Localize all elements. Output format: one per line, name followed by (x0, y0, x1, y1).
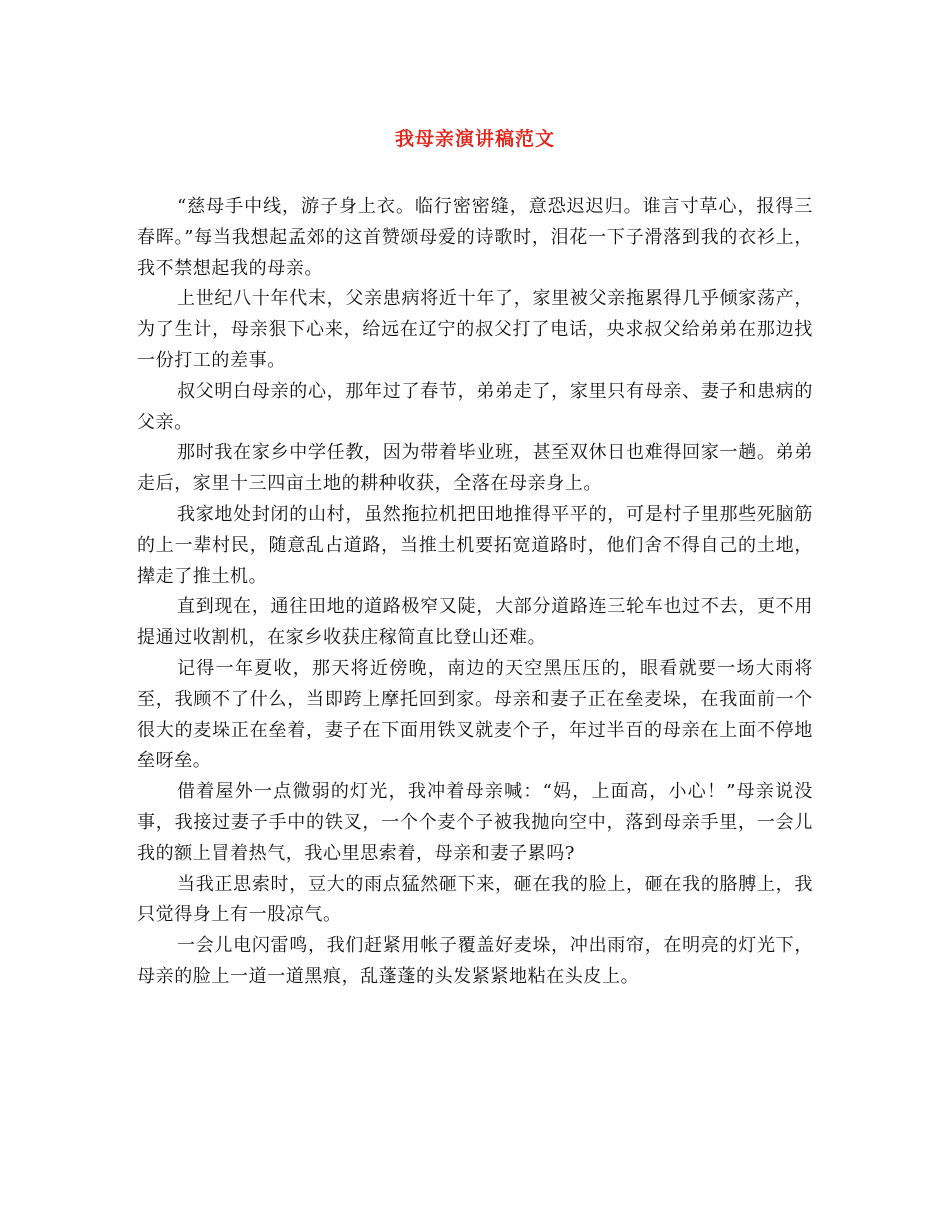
paragraph-2: 上世纪八十年代末，父亲患病将近十年了，家里被父亲拖累得几乎倾家荡产，为了生计，母亲狠下心来，给远在辽宁的叔父打了电话，央求叔父给弟弟在那边找一份打工的差事。 (137, 288, 813, 371)
paragraph-1: “慈母手中线，游子身上衣。临行密密缝，意恐迟迟归。谁言寸草心，报得三春晖。”每当我想起孟郊的这首赞颂母爱的诗歌时，泪花一下子滑落到我的衣衫上，我不禁想起我的母亲。 (137, 196, 813, 279)
paragraph-5: 我家地处封闭的山村，虽然拖拉机把田地推得平平的，可是村子里那些死脑筋的上一辈村民，随意乱占道路，当推土机要拓宽道路时，他们舍不得自己的土地，撵走了推土机。 (137, 503, 813, 587)
document-title: 我母亲演讲稿范文 (394, 128, 555, 150)
paragraph-10: 一会儿电闪雷鸣，我们赶紧用帐子覆盖好麦垛，冲出雨帘，在明亮的灯光下，母亲的脸上一道一道黑痕，乱蓬蓬的头发紧紧地粘在头皮上。 (137, 935, 813, 987)
document-body (137, 192, 813, 993)
paragraph-9: 当我正思索时，豆大的雨点猛然砸下来，砸在我的脸上，砸在我的胳膊上，我只觉得身上有一股凉气。 (137, 873, 813, 926)
paragraph-6: 直到现在，通往田地的道路极窄又陡，大部分道路连三轮车也过不去，更不用提通过收割机，在家乡收获庄稼简直比登山还难。 (137, 596, 813, 649)
paragraph-7: 记得一年夏收，那天将近傍晚，南边的天空黑压压的，眼看就要一场大雨将至，我顾不了什么，当即跨上摩托回到家。母亲和妻子正在垒麦垛，在我面前一个很大的麦垛正在垒着，妻子在下面用铁叉就麦个子，年过半百的母亲在上面不停地垒呀垒。 (137, 657, 813, 772)
paragraph-3: 叔父明白母亲的心，那年过了春节，弟弟走了，家里只有母亲、妻子和患病的父亲。 (137, 380, 813, 433)
paragraph-8: 借着屋外一点微弱的灯光，我冲着母亲喊：“妈，上面高，小心！”母亲说没事，我接过妻子手中的铁叉，一个个麦个子被我抛向空中，落到母亲手里，一会儿我的额上冒着热气，我心里思索着，母亲和妻子累吗? (137, 781, 813, 864)
paragraph-4: 那时我在家乡中学任教，因为带着毕业班，甚至双休日也难得回家一趟。弟弟走后，家里十三四亩土地的耕种收获，全落在母亲身上。 (137, 442, 813, 495)
